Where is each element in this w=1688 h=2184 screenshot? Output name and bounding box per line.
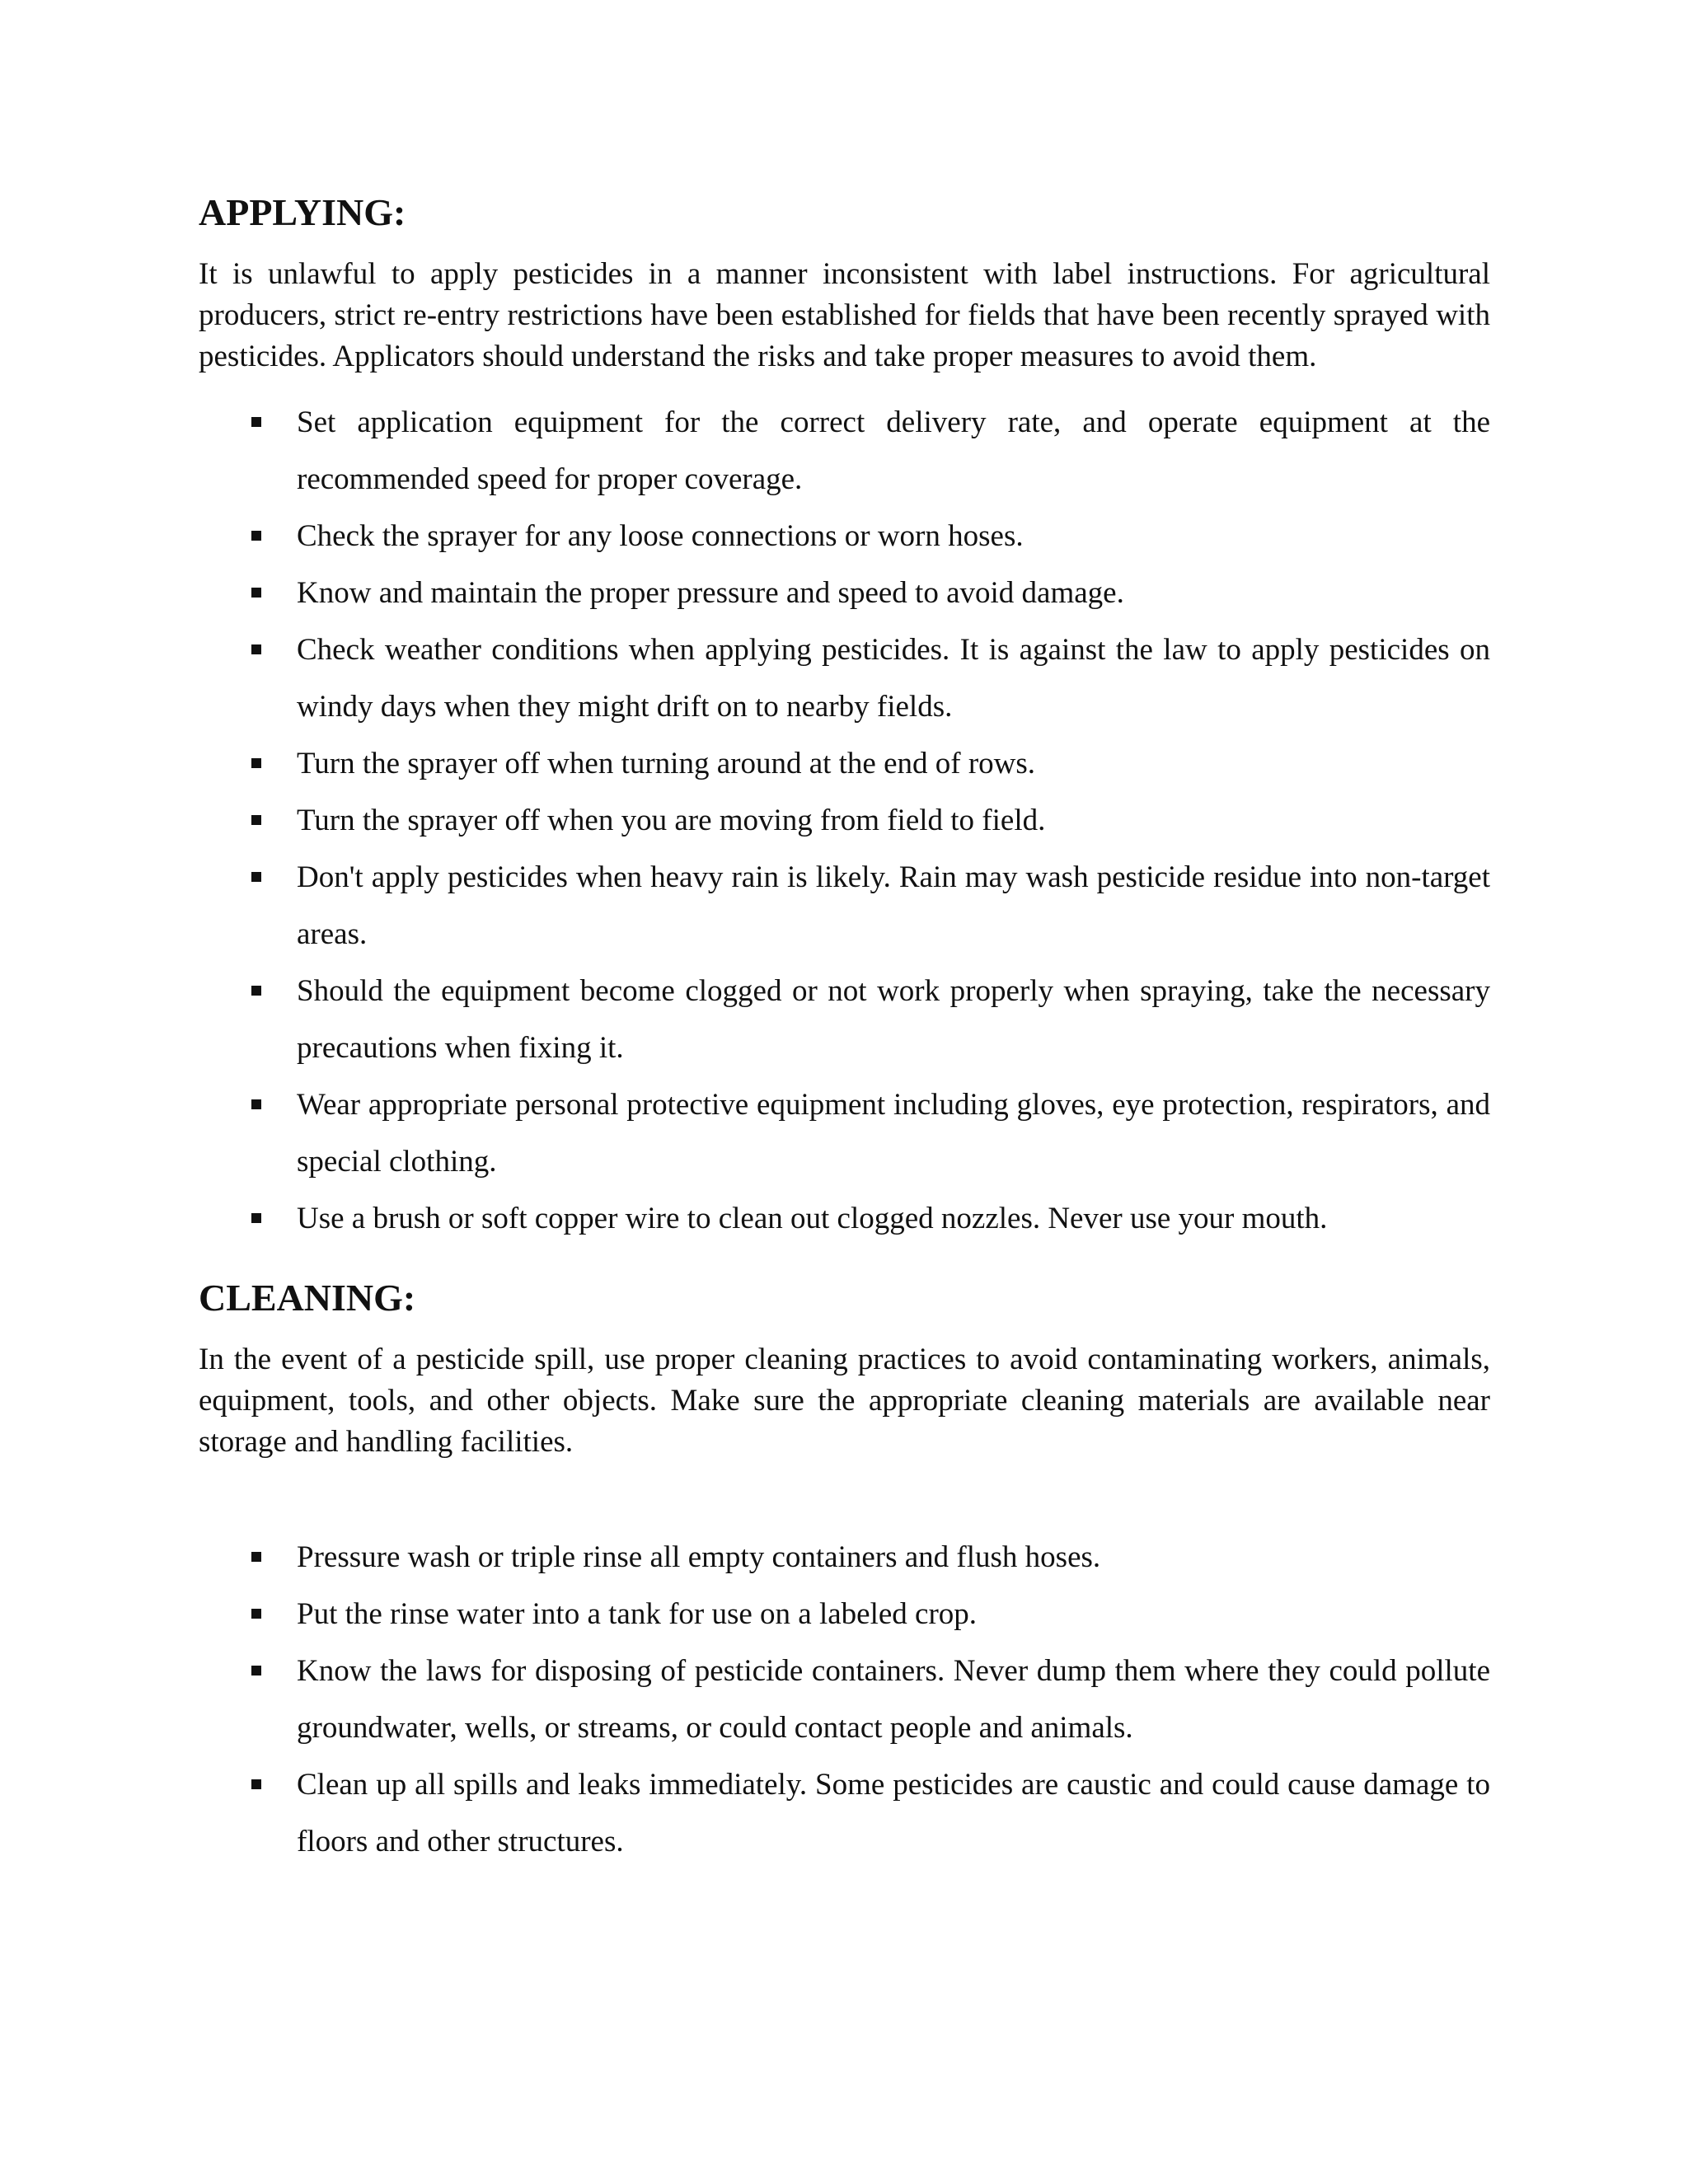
- list-item-text: Wear appropriate personal protective equipment including gloves, eye protection, respirators, and special clothing.: [297, 1088, 1490, 1179]
- square-bullet-icon: [251, 1552, 261, 1562]
- list-item: [199, 1756, 1490, 1870]
- list-item-text: Should the equipment become clogged or not work properly when spraying, take the necessary precautions when fixing it.: [297, 974, 1490, 1065]
- list-item-text: Know and maintain the proper pressure and speed to avoid damage.: [297, 576, 1124, 610]
- list-item-text: Use a brush or soft copper wire to clean out clogged nozzles. Never use your mouth.: [297, 1202, 1328, 1235]
- document-page: [199, 190, 1490, 1870]
- list-item-text: Don't apply pesticides when heavy rain is likely. Rain may wash pesticide residue into non-target areas.: [297, 860, 1490, 951]
- list-item-text: Put the rinse water into a tank for use on a labeled crop.: [297, 1597, 978, 1631]
- list-item-text: Turn the sprayer off when you are moving from field to field.: [297, 804, 1046, 837]
- list-item: [199, 792, 1490, 849]
- list-item-text: Check weather conditions when applying pesticides. It is against the law to apply pesticides on windy days when they might drift on to nearby fields.: [297, 633, 1490, 724]
- list-item: [199, 735, 1490, 792]
- square-bullet-icon: [251, 417, 261, 427]
- cleaning-intro: In the event of a pesticide spill, use proper cleaning practices to avoid contaminating workers, animals, equipment, tools, and other objects. Make sure the appropriate cleaning materials are available near storage and handling facilities.: [199, 1343, 1490, 1459]
- list-item: [199, 508, 1490, 565]
- square-bullet-icon: [251, 531, 261, 541]
- square-bullet-icon: [251, 588, 261, 598]
- list-item: [199, 394, 1490, 508]
- square-bullet-icon: [251, 986, 261, 996]
- list-item: [199, 1586, 1490, 1643]
- cleaning-heading: CLEANING:: [199, 1277, 416, 1319]
- list-item: [199, 565, 1490, 621]
- square-bullet-icon: [251, 644, 261, 654]
- square-bullet-icon: [251, 1609, 261, 1619]
- square-bullet-icon: [251, 758, 261, 768]
- list-item: [199, 1076, 1490, 1190]
- list-item-text: Clean up all spills and leaks immediately. Some pesticides are caustic and could cause damage to floors and other structures.: [297, 1768, 1490, 1858]
- list-item: [199, 963, 1490, 1076]
- list-item-text: Check the sprayer for any loose connections or worn hoses.: [297, 519, 1024, 553]
- list-item: [199, 1190, 1490, 1247]
- list-item-text: Set application equipment for the correct delivery rate, and operate equipment at the recommended speed for proper coverage.: [297, 405, 1490, 496]
- applying-bullet-list: [199, 394, 1490, 1247]
- square-bullet-icon: [251, 815, 261, 825]
- applying-heading: APPLYING:: [199, 191, 406, 233]
- square-bullet-icon: [251, 1213, 261, 1223]
- square-bullet-icon: [251, 1666, 261, 1675]
- list-item: [199, 621, 1490, 735]
- cleaning-bullet-list: [199, 1529, 1490, 1870]
- square-bullet-icon: [251, 872, 261, 882]
- square-bullet-icon: [251, 1779, 261, 1789]
- list-item-text: Turn the sprayer off when turning around at the end of rows.: [297, 747, 1036, 780]
- list-item: [199, 1643, 1490, 1756]
- square-bullet-icon: [251, 1099, 261, 1109]
- list-item-text: Know the laws for disposing of pesticide containers. Never dump them where they could pollute groundwater, wells, or streams, or could contact people and animals.: [297, 1654, 1490, 1745]
- list-item: [199, 1529, 1490, 1586]
- list-item-text: Pressure wash or triple rinse all empty containers and flush hoses.: [297, 1540, 1101, 1574]
- list-item: [199, 849, 1490, 963]
- applying-intro: It is unlawful to apply pesticides in a manner inconsistent with label instructions. For agricultural producers, strict re-entry restrictions have been established for fields that have been recently sprayed with pesticides. Applicators should understand the risks and take proper measures to avoid them.: [199, 257, 1490, 373]
